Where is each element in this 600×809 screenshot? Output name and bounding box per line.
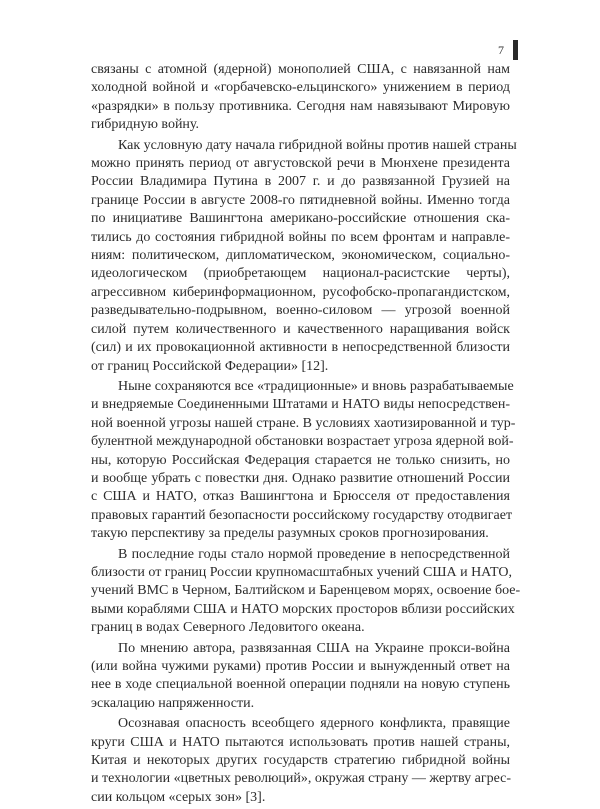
paragraph <box>91 61 510 135</box>
text-line: сии кольцом «серых зон» [3]. <box>91 789 266 805</box>
text-line: По мнению автора, развязанная США на Украине прокси-война <box>118 640 510 656</box>
text-line: можно принять период от августовской речи в Мюнхене президента <box>91 156 510 172</box>
text-line: России Владимира Путина в 2007 г. и до развязанной Грузией на <box>91 174 510 190</box>
body-text <box>91 61 521 809</box>
text-line: и вообще убрать с повестки дня. Однако развитие отношений России <box>91 470 510 486</box>
text-line: Китая и некоторых других государств стратегию гибридной войны <box>91 753 510 769</box>
text-line: силой путем количественного и качественного наращивания войск <box>91 321 510 337</box>
text-line: такую перспективу за пределы разумных сроков прогнозирования. <box>91 526 489 542</box>
paragraph <box>91 640 510 714</box>
text-line: (сил) и их провокационной активности в непосредственной близости <box>91 340 510 356</box>
text-line: эскалацию напряженности. <box>91 695 255 711</box>
text-line: (или война чужими руками) против России и вынужденный ответ на <box>91 659 510 674</box>
text-line: с США и НАТО, отказ Вашингтона и Брюсселя от предоставления <box>91 489 510 505</box>
text-line: тились до состояния гибридной войны по всем фронтам и направле- <box>91 229 510 245</box>
text-line: и внедряемые Соединенными Штатами и НАТО виды непосредствен- <box>91 397 510 413</box>
text-line: булентной международной обстановки возрастает угроза ядерной вой- <box>91 434 514 450</box>
text-line: круги США и НАТО пытаются использовать против нашей страны, <box>91 734 510 750</box>
text-line: Как условную дату начала гибридной войны против нашей страны <box>118 137 517 153</box>
paragraph <box>91 137 517 376</box>
page-number: 7 <box>498 43 504 57</box>
page-header <box>498 40 518 60</box>
text-line: границе России в августе 2008-го пятидневной войны. Именно тогда <box>91 192 510 208</box>
text-line: гибридную войну. <box>91 117 200 133</box>
text-line: Ныне сохраняются все «традиционные» и вновь разрабатываемые <box>118 378 514 394</box>
text-line: выми кораблями США и НАТО морских просторов вблизи российских <box>91 601 515 617</box>
text-line: от границ Российской Федерации» [12]. <box>91 358 329 374</box>
text-line: нее в ходе специальной военной операции подняли на новую ступень <box>91 677 510 693</box>
text-line: по инициативе Вашингтона американо-российские отношения ска- <box>91 211 510 227</box>
paragraph <box>91 378 516 544</box>
text-line: ны, которую Российская Федерация старается не только снизить, но <box>91 452 510 468</box>
text-line: ной военной угрозы нашей стране. В условиях хаотизированной и тур- <box>91 415 516 431</box>
paragraph <box>91 546 521 638</box>
text-line: близости от границ России крупномасштабных учений США и НАТО, <box>91 564 513 580</box>
text-line: «разрядки» в пользу противника. Сегодня нам навязывают Мировую <box>91 98 510 114</box>
text-line: разведывательно-подрывном, военно-силовом — угрозой военной <box>91 303 510 319</box>
header-rule <box>513 40 518 60</box>
text-line: В последние годы стало нормой проведение в непосредственной <box>118 546 510 562</box>
text-line: связаны с атомной (ядерной) монополией США, с навязанной нам <box>91 62 510 77</box>
text-line: холодной войной и «горбачевско-ельцинского» унижением в период <box>91 80 510 96</box>
text-line: идеологическом (приобретающем национал-расистские черты), <box>91 266 510 282</box>
text-line: границ в водах Северного Ледовитого океана. <box>91 620 365 636</box>
paragraph <box>91 715 510 807</box>
text-line: агрессивном киберинформационном, русофобско-пропагандистском, <box>91 284 510 300</box>
text-line: Осознавая опасность всеобщего ядерного конфликта, правящие <box>118 716 510 732</box>
text-line: ниям: политическом, дипломатическом, экономическом, социально- <box>91 248 510 264</box>
text-line: учений ВМС в Черном, Балтийском и Баренцевом морях, освоение бое- <box>91 583 521 599</box>
text-line: правовых гарантий безопасности российскому государству отодвигает <box>91 507 513 523</box>
text-line: и технологии «цветных революций», окружая страну — жертву агрес- <box>91 771 512 787</box>
